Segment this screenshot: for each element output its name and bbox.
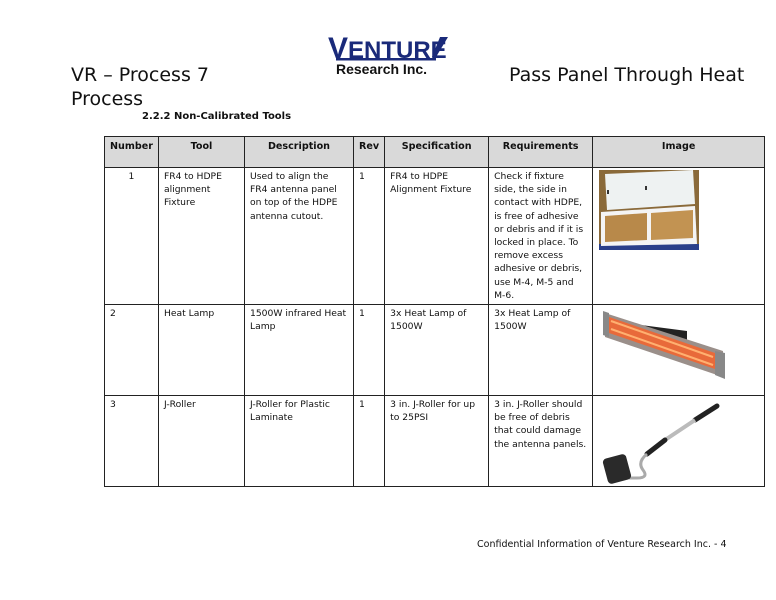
logo-brand: VENTURE: [328, 32, 447, 65]
table-row: [105, 305, 765, 396]
cell-requirements: 3 in. J-Roller should be free of debris that could damage the antenna panels.: [489, 396, 593, 487]
logo-subtitle: Research Inc.: [336, 61, 428, 77]
cell-number: 3: [105, 396, 159, 487]
table-header-row: [105, 137, 765, 168]
cell-image: [593, 396, 765, 487]
cell-rev: 1: [353, 305, 384, 396]
cell-description: 1500W infrared Heat Lamp: [244, 305, 353, 396]
document-title-line2: Process: [71, 88, 144, 110]
tools-table: [104, 136, 765, 487]
cell-rev: 1: [353, 168, 384, 305]
cell-specification: 3 in. J-Roller for up to 25PSI: [385, 396, 489, 487]
cell-tool: J-Roller: [158, 396, 244, 487]
cell-number: 2: [105, 305, 159, 396]
table-row: [105, 396, 765, 487]
cell-rev: 1: [353, 396, 384, 487]
column-header-tool: Tool: [158, 137, 244, 168]
column-header-requirements: Requirements: [489, 137, 593, 168]
table-row: [105, 168, 765, 305]
column-header-number: Number: [105, 137, 159, 168]
column-header-rev: Rev: [353, 137, 384, 168]
venture-research-logo: [326, 32, 450, 80]
cell-image: [593, 168, 765, 305]
cell-number: 1: [105, 168, 159, 305]
column-header-image: Image: [593, 137, 765, 168]
document-title: VR – Process 7: [71, 64, 209, 86]
cell-tool: FR4 to HDPE alignment Fixture: [158, 168, 244, 305]
page-footer: Confidential Information of Venture Research Inc. - 4: [477, 539, 727, 550]
cell-description: J-Roller for Plastic Laminate: [244, 396, 353, 487]
cell-requirements: Check if fixture side, the side in contact with HDPE, is free of adhesive or debris and if it is locked in place. To remove excess adhesive or debris, use M-4, M-5 and M-6.: [489, 168, 593, 305]
j-roller-photo: [599, 398, 729, 484]
cell-specification: 3x Heat Lamp of 1500W: [385, 305, 489, 396]
cell-image: [593, 305, 765, 396]
cell-tool: Heat Lamp: [158, 305, 244, 396]
alignment-fixture-photo: [599, 170, 699, 250]
heat-lamp-photo: [601, 307, 731, 387]
column-header-specification: Specification: [385, 137, 489, 168]
cell-requirements: 3x Heat Lamp of 1500W: [489, 305, 593, 396]
section-heading: 2.2.2 Non-Calibrated Tools: [142, 111, 292, 122]
column-header-description: Description: [244, 137, 353, 168]
process-step-title: Pass Panel Through Heat: [509, 64, 745, 86]
cell-specification: FR4 to HDPE Alignment Fixture: [385, 168, 489, 305]
cell-description: Used to align the FR4 antenna panel on top of the HDPE antenna cutout.: [244, 168, 353, 305]
